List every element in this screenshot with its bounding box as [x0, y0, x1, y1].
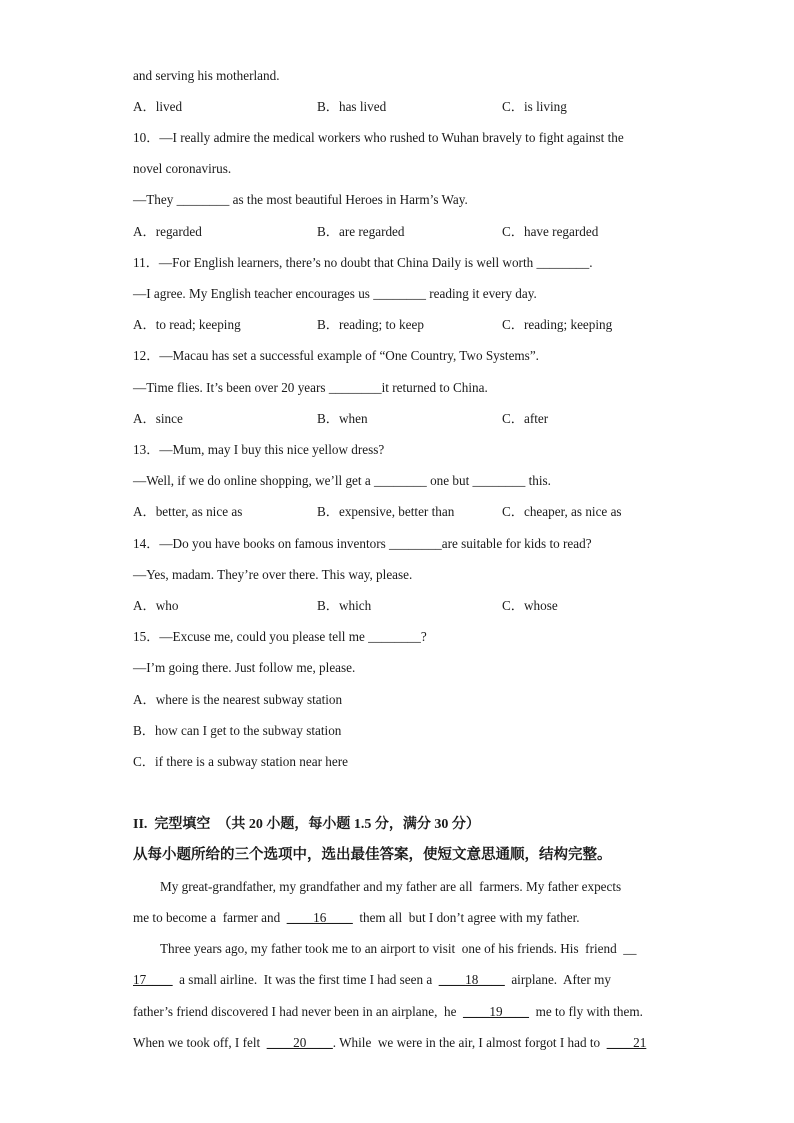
option-c: C．cheaper, as nice as: [502, 504, 622, 519]
question-14-stem: 14．—Do you have books on famous inventors ________are suitable for kids to read?: [133, 536, 592, 551]
blank-19: ____19____: [463, 1004, 529, 1019]
question-12-stem: 12．—Macau has set a successful example of “One Country, Two Systems”.: [133, 348, 539, 363]
option-b: B．when: [317, 411, 368, 426]
option-c: C．if there is a subway station near here: [133, 754, 348, 769]
option-b: B．has lived: [317, 99, 387, 114]
option-b: B．reading; to keep: [317, 317, 424, 332]
blank-16: ____16____: [286, 910, 353, 925]
text-line: —I’m going there. Just follow me, please.: [133, 660, 356, 675]
option-a: A．who: [133, 598, 179, 613]
passage-line: Three years ago, my father took me to an airport to visit one of his friends. His friend __: [160, 941, 637, 956]
text-line: —I agree. My English teacher encourages us ________ reading it every day.: [133, 286, 537, 301]
option-b: B．how can I get to the subway station: [133, 723, 342, 738]
passage-line: father’s friend discovered I had never been in an airplane, he ____19____ me to fly with them.: [133, 1004, 643, 1019]
option-a: A．to read; keeping: [133, 317, 241, 332]
passage-line: When we took off, I felt ____20____. While we were in the air, I almost forgot I had to ____21: [133, 1035, 647, 1050]
passage-line: 17____ a small airline. It was the first time I had seen a ____18____ airplane. After my: [133, 972, 611, 987]
question-13-stem: 13．—Mum, may I buy this nice yellow dress?: [133, 442, 385, 457]
text-line: —They ________ as the most beautiful Heroes in Harm’s Way.: [133, 192, 468, 207]
option-b: B．are regarded: [317, 224, 405, 239]
option-c: C．is living: [502, 99, 567, 114]
option-c: C．whose: [502, 598, 558, 613]
option-a: A．where is the nearest subway station: [133, 692, 343, 707]
text-line: and serving his motherland.: [133, 68, 280, 83]
passage-line: me to become a farmer and ____16____ them all but I don’t agree with my father.: [133, 910, 580, 925]
option-b: B．expensive, better than: [317, 504, 455, 519]
section-heading: II. 完型填空 （共 20 小题，每小题 1.5 分，满分 30 分）: [133, 817, 480, 832]
option-a: A．better, as nice as: [133, 504, 243, 519]
option-c: C．reading; keeping: [502, 317, 613, 332]
question-10-stem: 10．—I really admire the medical workers who rushed to Wuhan bravely to fight against the: [133, 130, 624, 145]
section-instruction: 从每小题所给的三个选项中，选出最佳答案，使短文意思通顺，结构完整。: [133, 847, 612, 863]
passage-line: My great-grandfather, my grandfather and my father are all farmers. My father expects: [160, 879, 622, 894]
blank-17: 17____: [133, 972, 173, 987]
option-a: A．regarded: [133, 224, 202, 239]
option-c: C．have regarded: [502, 224, 599, 239]
question-11-stem: 11．—For English learners, there’s no doubt that China Daily is well worth ________.: [133, 255, 593, 270]
blank-21: ____21: [606, 1035, 647, 1050]
option-c: C．after: [502, 411, 549, 426]
blank-20: ____20____: [266, 1035, 333, 1050]
blank-18: ____18____: [438, 972, 505, 987]
option-b: B．which: [317, 598, 372, 613]
option-a: A．lived: [133, 99, 183, 114]
text-line: novel coronavirus.: [133, 161, 232, 176]
text-line: —Yes, madam. They’re over there. This way, please.: [133, 567, 413, 582]
text-line: —Time flies. It’s been over 20 years ________it returned to China.: [133, 380, 488, 395]
text-line: —Well, if we do online shopping, we’ll get a ________ one but ________ this.: [133, 473, 551, 488]
option-a: A．since: [133, 411, 183, 426]
question-15-stem: 15．—Excuse me, could you please tell me ________?: [133, 629, 427, 644]
